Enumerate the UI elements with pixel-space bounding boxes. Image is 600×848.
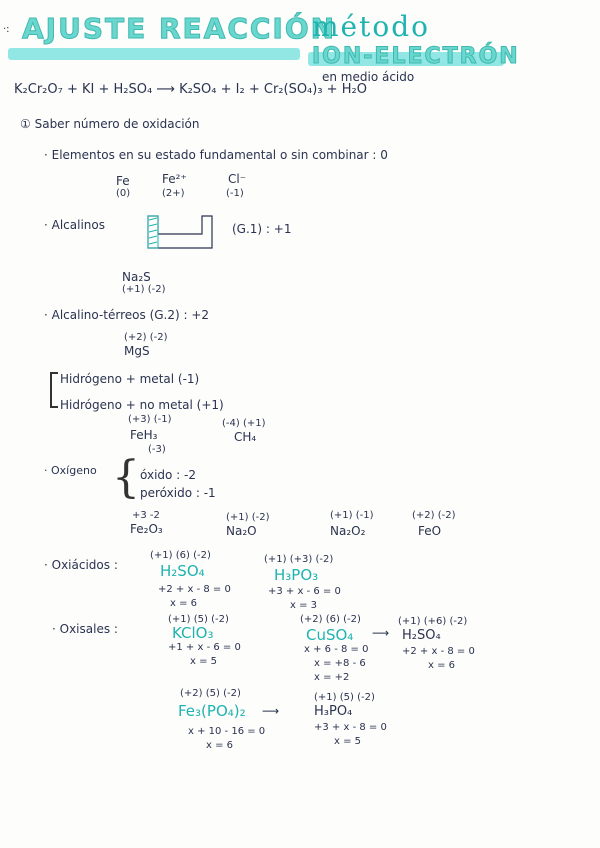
oxacid-2-ox: (+1) (+3) (-2) [264, 554, 334, 565]
oxacid-1-calc-2: x = 6 [170, 598, 198, 609]
element-example-2-ox: (2+) [162, 188, 185, 199]
oxysalt-3-calc-1: +2 + x - 8 = 0 [402, 646, 475, 657]
oxysalt-4-calc-1: x + 10 - 16 = 0 [188, 726, 266, 737]
section-heading [20, 117, 200, 131]
periodic-table-sketch [146, 212, 216, 252]
oxysalt-2-ox: (+2) (6) (-2) [300, 614, 361, 625]
element-example-3-ox: (-1) [226, 188, 244, 199]
oxygen-example-2-ox: (+1) (-2) [226, 512, 270, 523]
alkali-example-ox: (+1) (-2) [122, 284, 166, 295]
oxacid-2-formula: H₃PO₃ [274, 566, 319, 584]
oxacids-label: · Oxiácidos : [44, 558, 118, 572]
oxysalt-5-formula: H₃PO₄ [314, 704, 353, 719]
section-number: ① [20, 117, 31, 131]
alkaline-earth-example-ox: (+2) (-2) [124, 332, 168, 343]
hydrogen-example-1-note: (-3) [148, 444, 166, 455]
oxygen-example-1-ox: +3 -2 [132, 510, 160, 521]
oxygen-example-3: Na₂O₂ [330, 524, 366, 538]
hydrogen-nonmetal: Hidrógeno + no metal (+1) [60, 398, 224, 412]
hydrogen-example-2-ox: (-4) (+1) [222, 418, 266, 429]
oxysalts-label: · Oxisales : [52, 622, 118, 636]
oxysalt-1-formula: KClO₃ [172, 624, 214, 642]
hydrogen-metal: Hidrógeno + metal (-1) [60, 372, 200, 386]
page-title-method: método [312, 10, 431, 43]
oxysalt-4-formula: Fe₃(PO₄)₂ [178, 702, 246, 720]
hydrogen-example-1: FeH₃ [130, 428, 158, 442]
oxysalt-2-formula: CuSO₄ [306, 626, 354, 644]
oxacid-2-calc-1: +3 + x - 6 = 0 [268, 586, 341, 597]
oxygen-example-3-ox: (+1) (-1) [330, 510, 374, 521]
alkali-label: · Alcalinos [44, 218, 105, 232]
oxysalt-4-ox: (+2) (5) (-2) [180, 688, 241, 699]
oxacid-2-calc-2: x = 3 [290, 600, 318, 611]
title-highlight-1 [8, 48, 300, 60]
oxysalt-5-calc-1: +3 + x - 8 = 0 [314, 722, 387, 733]
oxysalt-1-calc-2: x = 5 [190, 656, 218, 667]
oxysalt-2-calc-2: x = +8 - 6 [314, 658, 366, 669]
oxygen-oxide: óxido : -2 [140, 468, 197, 482]
oxygen-example-4-ox: (+2) (-2) [412, 510, 456, 521]
element-example-1: Fe [116, 174, 130, 188]
hydrogen-bracket [50, 372, 58, 408]
oxacid-1-ox: (+1) (6) (-2) [150, 550, 211, 561]
hydrogen-example-2: CH₄ [234, 430, 257, 444]
elements-label: · Elementos en su estado fundamental o sin combinar : 0 [44, 148, 388, 162]
alkaline-earth-example: MgS [124, 344, 150, 358]
alkali-group: (G.1) : +1 [232, 222, 292, 236]
alkali-example: Na₂S [122, 270, 151, 284]
page-title: AJUSTE REACCIÓN [22, 12, 337, 45]
oxysalt-1-ox: (+1) (5) (-2) [168, 614, 229, 625]
margin-mark: ·: [3, 24, 10, 35]
oxysalt-5-calc-2: x = 5 [334, 736, 362, 747]
element-example-3: Cl⁻ [228, 172, 247, 186]
oxysalt-5-ox: (+1) (5) (-2) [314, 692, 375, 703]
oxygen-example-4: FeO [418, 524, 442, 538]
section-title: Saber número de oxidación [34, 117, 200, 131]
oxysalt-3-ox: (+1) (+6) (-2) [398, 616, 468, 627]
oxygen-label: · Oxígeno [44, 464, 97, 477]
medium-note: en medio ácido [322, 70, 415, 84]
oxysalt-4-calc-2: x = 6 [206, 740, 234, 751]
element-example-2: Fe²⁺ [162, 172, 187, 186]
oxysalt-2-calc-1: x + 6 - 8 = 0 [304, 644, 369, 655]
oxacid-1-formula: H₂SO₄ [160, 562, 205, 580]
oxygen-peroxide: peróxido : -1 [140, 486, 216, 500]
oxysalt-3-formula: H₂SO₄ [402, 628, 441, 643]
element-example-1-ox: (0) [116, 188, 131, 199]
oxygen-example-2: Na₂O [226, 524, 257, 538]
page-subtitle: ION-ELECTRÓN [312, 44, 520, 69]
reaction-equation: K₂Cr₂O₇ + KI + H₂SO₄ ⟶ K₂SO₄ + I₂ + Cr₂(SO₄)₃ + H₂O [14, 82, 367, 97]
oxysalt-1-calc-1: +1 + x - 6 = 0 [168, 642, 241, 653]
oxacid-1-calc-1: +2 + x - 8 = 0 [158, 584, 231, 595]
hydrogen-example-1-ox: (+3) (-1) [128, 414, 172, 425]
oxygen-example-1: Fe₂O₃ [130, 522, 163, 536]
oxysalt-3-calc-2: x = 6 [428, 660, 456, 671]
oxysalt-arrow-1: ⟶ [372, 626, 390, 640]
oxysalt-2-calc-3: x = +2 [314, 672, 350, 683]
oxysalt-arrow-2: ⟶ [262, 704, 280, 718]
oxygen-brace: { [112, 452, 140, 503]
alkaline-earth-label: · Alcalino-térreos (G.2) : +2 [44, 308, 210, 322]
